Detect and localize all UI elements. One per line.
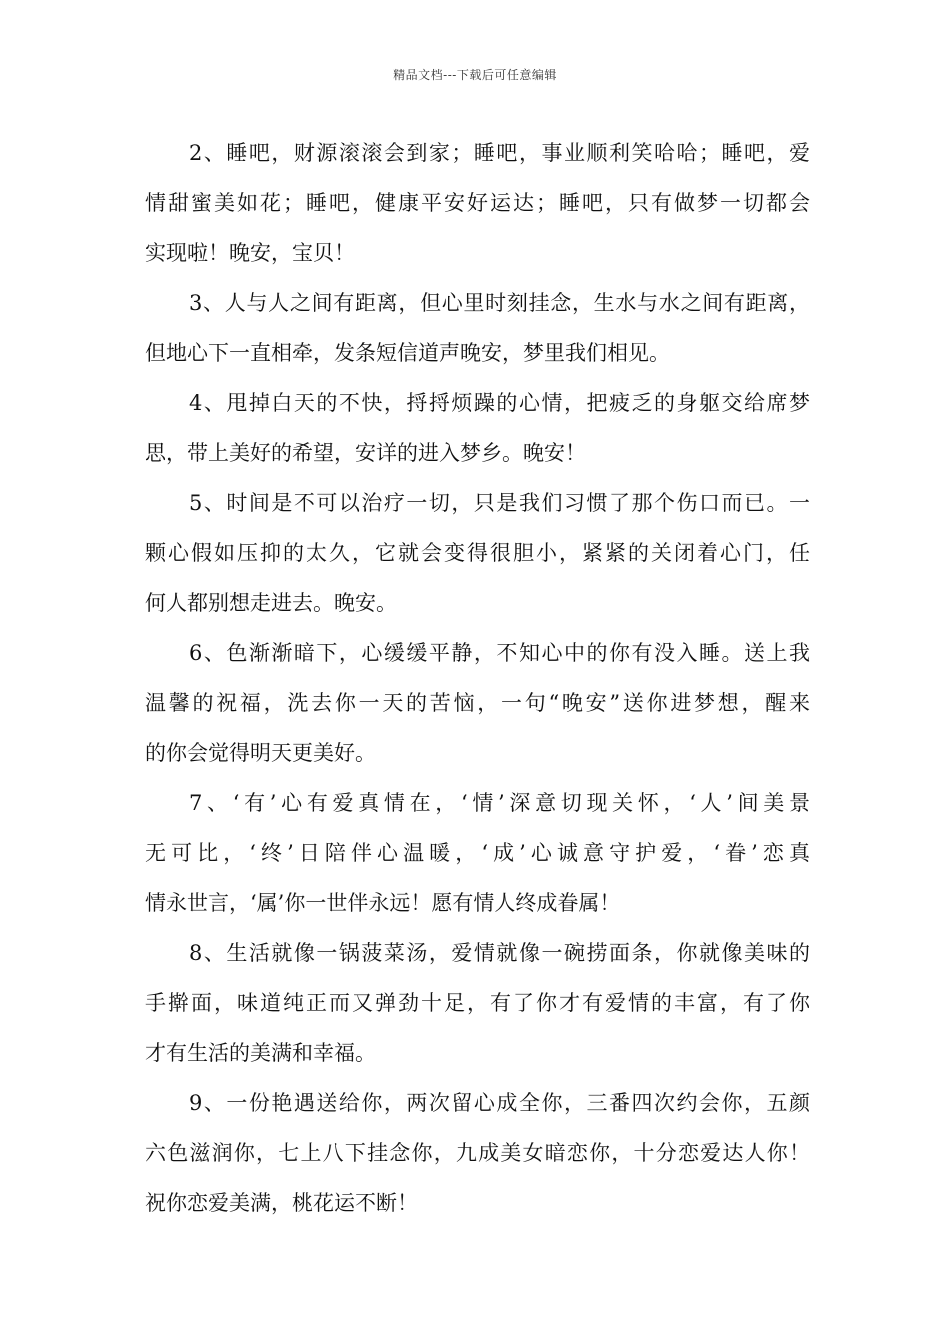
paragraph-line: 手擀面，味道纯正而又弹劲十足，有了你才有爱情的丰富，有了你 <box>145 991 810 1015</box>
paragraph-line: 六色滋润你，七上八下挂念你，九成美女暗恋你，十分恋爱达人你！ <box>145 1141 810 1165</box>
paragraph-line: 3、人与人之间有距离，但心里时刻挂念，生水与水之间有距离， <box>189 291 810 315</box>
paragraph-5 <box>145 478 810 628</box>
paragraph-line: 2、睡吧，财源滚滚会到家；睡吧，事业顺利笑哈哈；睡吧，爱 <box>189 141 810 165</box>
paragraph-line: 情甜蜜美如花；睡吧，健康平安好运达；睡吧，只有做梦一切都会 <box>145 191 810 215</box>
paragraph-line: 6、色渐渐暗下，心缓缓平静，不知心中的你有没入睡。送上我 <box>189 641 810 665</box>
paragraph-line: 8、生活就像一锅菠菜汤，爱情就像一碗捞面条，你就像美味的 <box>189 941 810 965</box>
paragraph-8 <box>145 928 810 1078</box>
paragraph-9 <box>145 1078 810 1228</box>
paragraph-line: 何人都别想走进去。晚安。 <box>145 591 397 615</box>
paragraph-line: 思，带上美好的希望，安详的进入梦乡。晚安！ <box>145 441 586 465</box>
paragraph-6 <box>145 628 810 778</box>
paragraph-line: 才有生活的美满和幸福。 <box>145 1041 376 1065</box>
paragraph-7 <box>145 778 810 928</box>
document-body <box>145 128 810 1228</box>
paragraph-line: 祝你恋爱美满，桃花运不断！ <box>145 1191 418 1215</box>
paragraph-line: 温馨的祝福，洗去你一天的苦恼，一句“晚安”送你进梦想，醒来 <box>145 691 810 715</box>
paragraph-line: 9、一份艳遇送给你，两次留心成全你，三番四次约会你，五颜 <box>189 1091 810 1115</box>
paragraph-2 <box>145 128 810 278</box>
paragraph-line: 的你会觉得明天更美好。 <box>145 741 376 765</box>
paragraph-4 <box>145 378 810 478</box>
paragraph-line: 实现啦！晚安，宝贝！ <box>145 241 355 265</box>
paragraph-line: 颗心假如压抑的太久，它就会变得很胆小，紧紧的关闭着心门，任 <box>145 541 810 565</box>
paragraph-line: 但地心下一直相牵，发条短信道声晚安，梦里我们相见。 <box>145 341 670 365</box>
paragraph-line: 5、时间是不可以治疗一切，只是我们习惯了那个伤口而已。一 <box>189 491 810 515</box>
paragraph-3 <box>145 278 810 378</box>
paragraph-line: 7、‘有’心有爱真情在，‘情’深意切现关怀，‘人’间美景 <box>189 791 810 815</box>
page-header: 精品文档---下载后可任意编辑 <box>393 68 557 82</box>
paragraph-line: 无可比，‘终’日陪伴心温暖，‘成’心诚意守护爱，‘眷’恋真 <box>145 841 810 865</box>
paragraph-line: 情永世言，‘属’你一世伴永远！愿有情人终成眷属！ <box>145 891 621 915</box>
paragraph-line: 4、甩掉白天的不快，捋捋烦躁的心情，把疲乏的身躯交给席梦 <box>189 391 810 415</box>
